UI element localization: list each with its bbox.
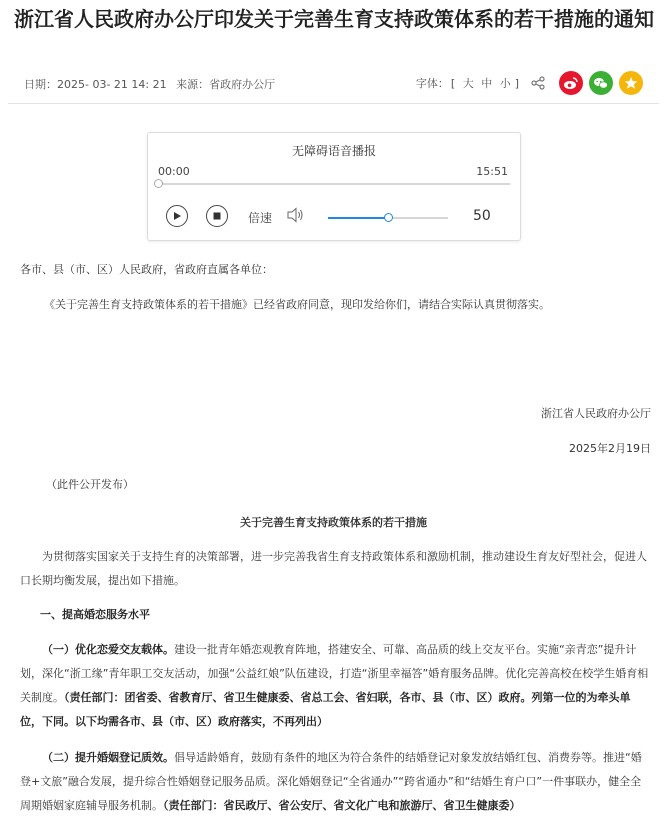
current-time: 00:00 [158, 165, 190, 178]
measure-paragraph-1 [20, 638, 652, 734]
duration: 15:51 [476, 165, 508, 178]
play-button[interactable] [166, 205, 188, 227]
intro-paragraph: 《关于完善生育支持政策体系的若干措施》已经省政府同意，现印发给你们，请结合实际认真贯彻落实。 [44, 298, 550, 311]
star-icon [624, 76, 638, 90]
volume-value: 50 [473, 208, 491, 224]
player-title: 无障碍语音播报 [291, 144, 376, 158]
measure-2-text: 倡导适龄婚育，鼓励有条件的地区为符合条件的结婚登记对象发放结婚红包、消费券等。推进“婚登+文旅”融合发展，提升综合性婚姻登记服务品质。深化婚姻登记“全省通办”“跨省通办”和“结婚生育户口”一件事联办，健全全周期婚姻家庭辅导服务机制。 [20, 751, 642, 812]
measure-1-responsible: （责任部门：团省委、省教育厅、省卫生健康委、省总工会、省妇联，各市、县（市、区）政府。列第一位的为牵头单位，下同。以下均需各市、县（市、区）政府落实，不再列出） [20, 691, 631, 728]
weibo-icon [563, 76, 579, 90]
article-meta [24, 76, 281, 92]
stop-button[interactable] [206, 205, 228, 227]
measure-paragraph-2 [20, 746, 652, 818]
stop-icon [212, 211, 222, 221]
source-name: 省政府办公厅 [209, 78, 276, 91]
font-medium-button[interactable]: 中 [481, 77, 493, 90]
font-small-button[interactable]: 小 [499, 77, 511, 90]
section-heading: 一、提高婚恋服务水平 [40, 608, 150, 621]
font-bracket-close: ] [514, 77, 519, 90]
volume-icon[interactable] [286, 207, 306, 227]
font-large-button[interactable]: 大 [462, 77, 474, 90]
font-size-control [416, 75, 521, 91]
public-note: （此件公开发布） [46, 478, 134, 491]
wechat-icon [593, 76, 609, 90]
article-title: 浙江省人民政府办公厅印发关于完善生育支持政策体系的若干措施的通知 [14, 7, 654, 31]
progress-handle[interactable] [154, 179, 163, 188]
font-bracket-open: [ [450, 77, 456, 90]
meta-bar [8, 66, 659, 104]
wechat-share-button[interactable] [589, 71, 613, 95]
measure-2-title: （二）提升婚姻登记质效。 [42, 751, 174, 764]
article-tools [416, 71, 643, 95]
volume-handle[interactable] [384, 213, 393, 222]
favorite-button[interactable] [619, 71, 643, 95]
source-label: 来源： [176, 78, 210, 91]
share-icon[interactable] [529, 74, 547, 92]
preamble-paragraph: 为贯彻落实国家关于支持生育的决策部署，进一步完善我省生育支持政策体系和激励机制，推动建设生育友好型社会，促进人口长期均衡发展，提出如下措施。 [20, 550, 647, 587]
font-label: 字体： [415, 77, 449, 90]
speed-button[interactable]: 倍速 [248, 211, 273, 225]
signature-date: 2025年2月19日 [569, 442, 651, 455]
salutation: 各市、县（市、区）人民政府，省政府直属各单位： [20, 263, 273, 276]
publish-date: 2025- 03- 21 14: 21 [57, 78, 167, 91]
play-icon [172, 211, 182, 221]
measure-1-title: （一）优化恋爱交友载体。 [42, 643, 174, 656]
measure-1-text: 建设一批青年婚恋观教育阵地，搭建安全、可靠、高品质的线上交友平台。实施“亲青恋”提升计划，深化“浙工缘”青年职工交友活动，加强“公益红娘”队伍建设，打造“浙里幸福答”婚育服务品牌。优化完善高校在校学生婚育相关制度。 [20, 643, 649, 704]
progress-bar[interactable] [158, 183, 510, 185]
volume-fill [328, 217, 388, 219]
date-label: 日期： [24, 78, 57, 91]
volume-slider[interactable] [328, 217, 448, 219]
signature-org: 浙江省人民政府办公厅 [541, 407, 651, 420]
audio-player [147, 132, 521, 241]
measure-2-responsible: （责任部门：省民政厅、省公安厅、省文化广电和旅游厅、省卫生健康委） [163, 799, 521, 812]
document-title: 关于完善生育支持政策体系的若干措施 [240, 516, 427, 529]
weibo-share-button[interactable] [559, 71, 583, 95]
